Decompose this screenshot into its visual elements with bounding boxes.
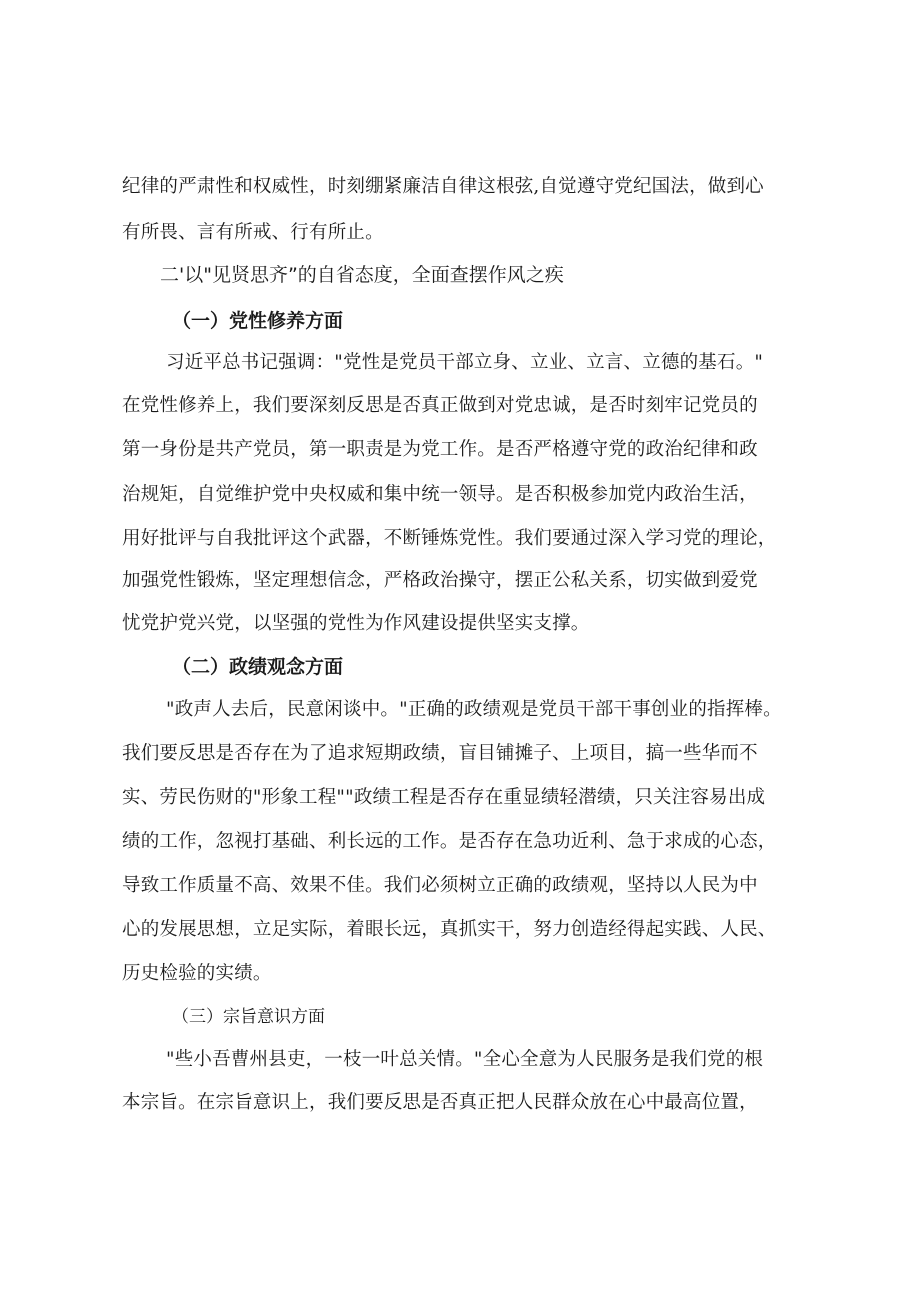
paragraph-line: 习近平总书记强调："党性是党员干部立身、立业、立言、立德的基石。" — [166, 352, 764, 373]
paragraph-line: 我们要反思是否存在为了追求短期政绩，盲目铺摊子、上项目，搞一些华而不 — [122, 743, 758, 764]
paragraph-line: 忧党护党兴党，以坚强的党性为作风建设提供坚实支撑。 — [122, 613, 590, 634]
paragraph-line: 有所畏、言有所戒、行有所止。 — [122, 222, 384, 243]
paragraph-line: 导致工作质量不高、效果不佳。我们必须树立正确的政绩观，坚持以人民为中 — [122, 875, 758, 896]
paragraph-line: 历史检验的实绩。 — [122, 963, 272, 984]
paragraph-line: 治规矩，自觉维护党中央权威和集中统一领导。是否积极参加党内政治生活， — [122, 484, 758, 505]
paragraph-line: 在党性修养上，我们要深刻反思是否真正做到对党忠诚，是否时刻牢记党员的 — [122, 395, 758, 416]
paragraph-line: 绩的工作，忽视打基础、利长远的工作。是否存在急功近利、急于求成的心态， — [122, 831, 777, 852]
paragraph-line: 本宗旨。在宗旨意识上，我们要反思是否真正把人民群众放在心中最高位置， — [122, 1092, 758, 1113]
paragraph-line: 加强党性锻炼，坚定理想信念，严格政治操守，摆正公私关系，切实做到爱党 — [122, 570, 758, 591]
paragraph-line: 用好批评与自我批评这个武器，不断锤炼党性。我们要通过深入学习党的理论， — [122, 528, 777, 549]
paragraph-line: 纪律的严肃性和权威性，时刻绷紧廉洁自律这根弦,自觉遵守党纪国法，做到心 — [122, 176, 764, 197]
paragraph-line: 心的发展思想，立足实际，着眼长远，真抓实干，努力创造经得起实践、人民、 — [122, 919, 777, 940]
subsection-title: （一）党性修养方面 — [172, 310, 344, 332]
paragraph-line: "些小吾曹州县吏，一枝一叶总关情。"全心全意为人民服务是我们党的根 — [166, 1049, 764, 1070]
section-title: 二'以"见贤思齐”的自省态度，全面查摆作风之疾 — [160, 264, 564, 286]
subsection-title: （三）宗旨意识方面 — [172, 1007, 325, 1027]
paragraph-line: 第一身份是共产党员，第一职责是为党工作。是否严格遵守党的政治纪律和政 — [122, 439, 758, 460]
paragraph-line: "政声人去后，民意闲谈中。"正确的政绩观是党员干部干事创业的指挥棒。 — [166, 699, 782, 720]
subsection-title: （二）政绩观念方面 — [172, 656, 344, 678]
paragraph-line: 实、劳民伤财的"形象工程""政绩工程是否存在重显绩轻潜绩，只关注容易出成 — [122, 787, 766, 808]
